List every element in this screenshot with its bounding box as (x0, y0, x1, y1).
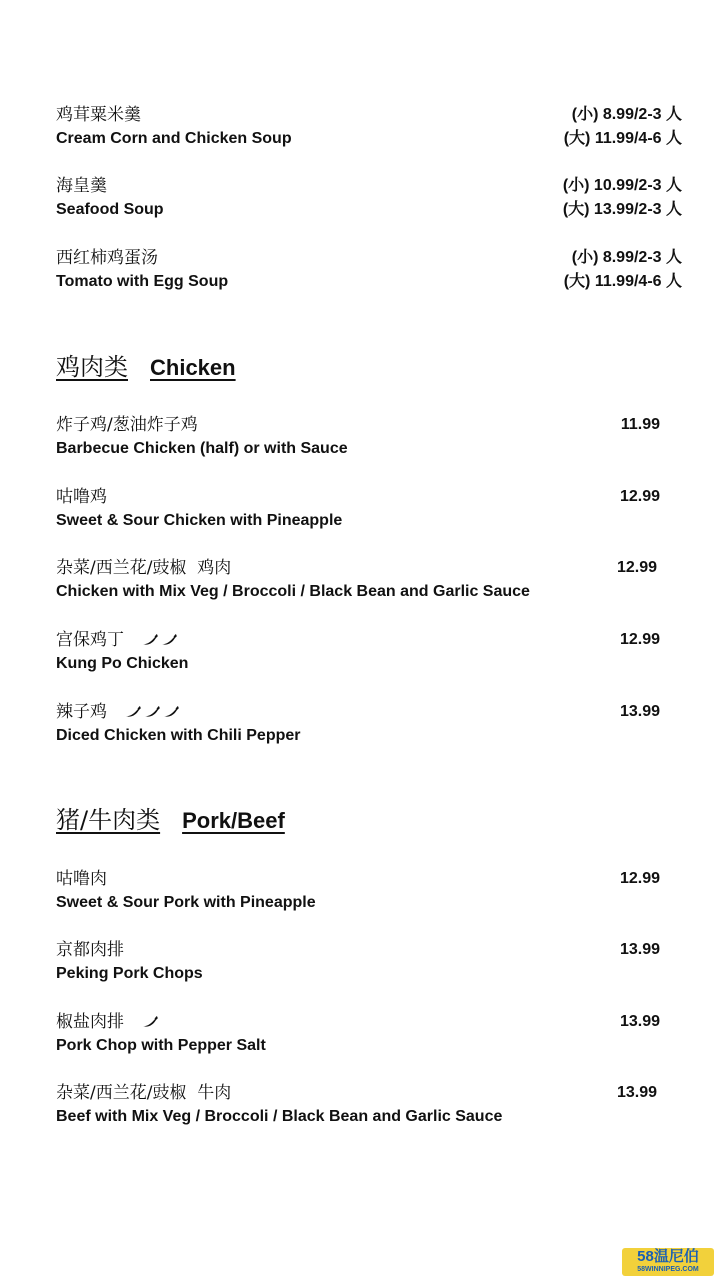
dish-price: 13.99 (619, 703, 660, 720)
menu-item (56, 413, 680, 461)
chili-pepper-icon (161, 629, 178, 641)
dish-price: 13.99 (619, 941, 660, 958)
dish-price: 12.99 (619, 870, 660, 887)
menu-item (56, 103, 680, 151)
dish-price: 12.99 (619, 488, 660, 505)
menu-item (56, 628, 680, 676)
section-title-chicken (56, 352, 236, 382)
dish-name-en: Seafood Soup (56, 201, 164, 218)
site-watermark-logo (622, 1248, 714, 1276)
dish-name-en: Sweet & Sour Chicken with Pineapple (56, 512, 343, 529)
dish-name-zh: 海皇羹 (56, 176, 107, 196)
dish-name-zh: 京都肉排 (56, 940, 124, 960)
chili-pepper-icon (125, 701, 142, 713)
dish-name-zh: 杂菜/西兰花/豉椒 牛肉 (56, 1083, 232, 1103)
dish-name-en: Barbecue Chicken (half) or with Sauce (56, 440, 348, 457)
spice-level (123, 702, 180, 722)
dish-name-zh: 宫保鸡丁 (56, 628, 680, 652)
dish-name-zh: 咕噜鸡 (56, 487, 107, 507)
dish-price (564, 103, 682, 151)
section-title-pork-beef (56, 805, 285, 835)
chili-pepper-icon (142, 1011, 159, 1023)
menu-item (56, 556, 680, 604)
dish-price (564, 246, 682, 294)
dish-name-zh: 炸子鸡/葱油炸子鸡 (56, 415, 198, 435)
dish-price (563, 174, 682, 222)
spice-level (140, 1012, 159, 1032)
dish-price: 13.99 (619, 1013, 660, 1030)
menu-item (56, 938, 680, 986)
dish-name-en: Beef with Mix Veg / Broccoli / Black Bean and Garlic Sauce (56, 1108, 503, 1125)
dish-price: 12.99 (619, 631, 660, 648)
dish-name-zh: 西红柿鸡蛋汤 (56, 248, 158, 268)
menu-item (56, 246, 680, 294)
dish-price: 11.99 (620, 416, 660, 433)
dish-price: 13.99 (616, 1084, 657, 1101)
dish-name-en: Sweet & Sour Pork with Pineapple (56, 894, 316, 911)
price-large: (大) 11.99/4-6 人 (563, 130, 682, 147)
section-title-en: Pork/Beef (182, 808, 285, 833)
dish-name-en: Cream Corn and Chicken Soup (56, 130, 292, 147)
dish-name-en: Pork Chop with Pepper Salt (56, 1037, 266, 1054)
dish-name-zh: 辣子鸡 (56, 700, 680, 724)
dish-price: 12.99 (616, 559, 657, 576)
chili-pepper-icon (142, 629, 159, 641)
menu-item (56, 700, 680, 748)
dish-name-zh: 咕噜肉 (56, 869, 107, 889)
spice-level (140, 630, 178, 650)
watermark-sub-text: 58WINNIPEG.COM (637, 1266, 699, 1273)
section-title-zh: 鸡肉类 (56, 353, 128, 381)
menu-item (56, 1010, 680, 1058)
dish-name-en: Peking Pork Chops (56, 965, 203, 982)
dish-name-zh: 鸡茸粟米羹 (56, 105, 141, 125)
dish-name-en: Kung Po Chicken (56, 655, 189, 672)
chili-pepper-icon (163, 701, 180, 713)
dish-name-zh: 椒盐肉排 (56, 1010, 680, 1034)
menu-item (56, 867, 680, 915)
dish-name-en: Tomato with Egg Soup (56, 273, 229, 290)
dish-name-zh: 杂菜/西兰花/豉椒 鸡肉 (56, 558, 232, 578)
section-title-en: Chicken (150, 355, 236, 380)
watermark-main-text: 58温尼伯 (637, 1248, 699, 1265)
price-small: (小) 8.99/2-3 人 (571, 106, 682, 123)
price-small: (小) 10.99/2-3 人 (562, 177, 682, 194)
menu-item (56, 174, 680, 222)
chili-pepper-icon (144, 701, 161, 713)
menu-item (56, 485, 680, 533)
price-large: (大) 11.99/4-6 人 (563, 273, 682, 290)
dish-name-en: Chicken with Mix Veg / Broccoli / Black Bean and Garlic Sauce (56, 583, 530, 600)
menu-item (56, 1081, 680, 1129)
dish-name-en: Diced Chicken with Chili Pepper (56, 727, 301, 744)
price-small: (小) 8.99/2-3 人 (571, 249, 682, 266)
section-title-zh: 猪/牛肉类 (56, 806, 161, 834)
price-large: (大) 13.99/2-3 人 (562, 201, 682, 218)
